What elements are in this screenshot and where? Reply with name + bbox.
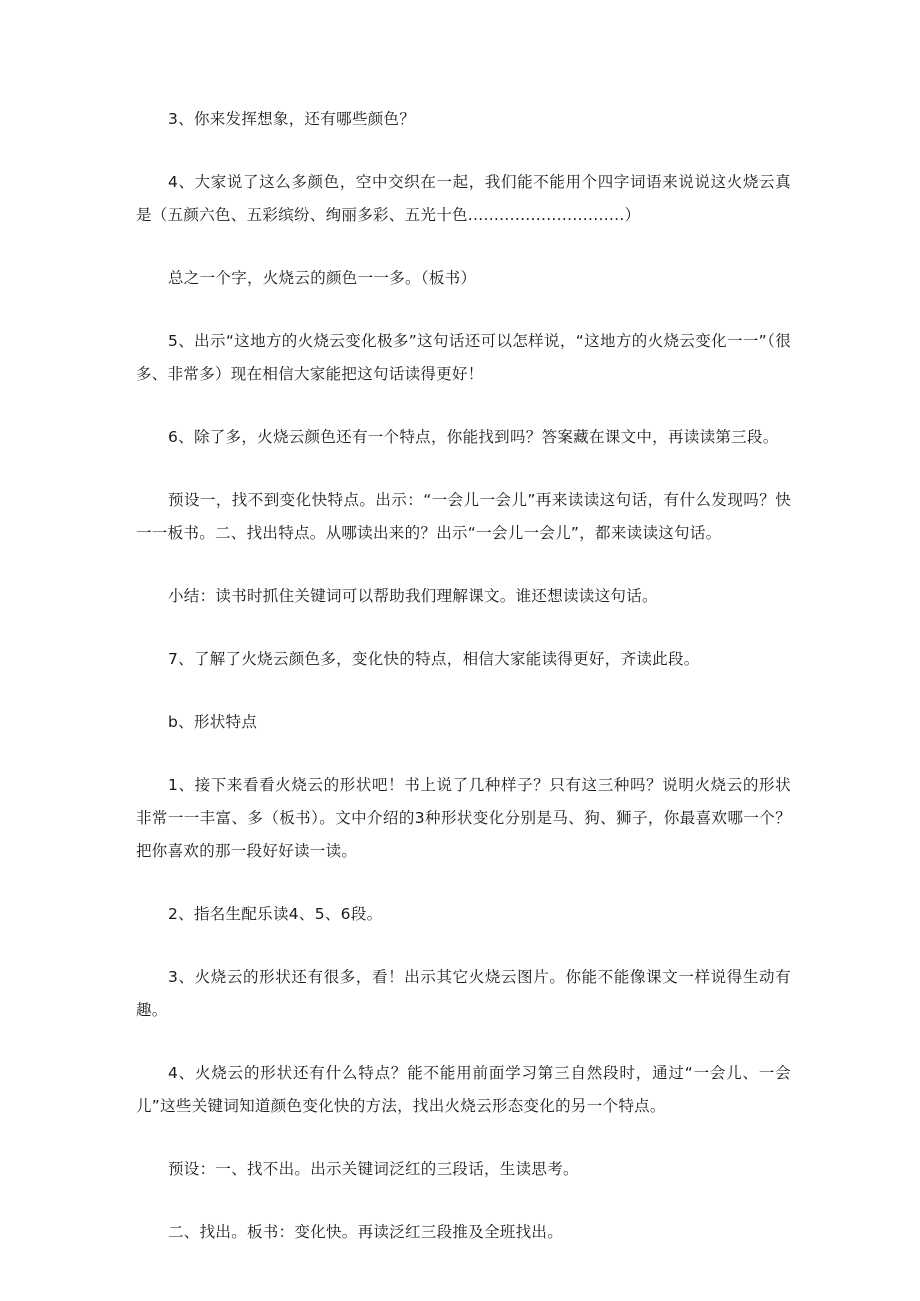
paragraph-more-shapes: 3、火烧云的形状还有很多，看！出示其它火烧云图片。你能不能像课文一样说得生动有趣。 [136,968,791,1019]
paragraph-short-summary: 小结：读书时抓住关键词可以帮助我们理解课文。谁还想读读这句话。 [168,587,658,605]
paragraph-four-char-words: 4、大家说了这么多颜色，空中交织在一起，我们能不能用个四字词语来说说这火烧云真是（五颜六色、五彩缤纷、绚丽多彩、五光十色..............................） [136,173,791,224]
document-body [136,103,791,1279]
paragraph-preset-not-found: 预设：一、找不出。出示关键词泛红的三段话，生读思考。 [168,1160,579,1178]
paragraph-shape-feature: 4、火烧云的形状还有什么特点？能不能用前面学习第三自然段时，通过“一会儿、一会儿”这些关键词知道颜色变化快的方法，找出火烧云形态变化的另一个特点。 [136,1064,791,1115]
paragraph-music-reading: 2、指名生配乐读4、5、6段。 [168,905,383,923]
paragraph-shapes-intro: 1、接下来看看火烧云的形状吧！书上说了几种样子？只有这三种吗？说明火烧云的形状非常一一丰富、多（板书）。文中介绍的3种形状变化分别是马、狗、狮子，你最喜欢哪一个？把你喜欢的那一段好好读一读。 [136,776,791,860]
paragraph-preset-one: 预设一，找不到变化快特点。出示：“一会儿一会儿”再来读读这句话，有什么发现吗？快一一板书。二、找出特点。从哪读出来的？出示“一会儿一会儿”，都来读读这句话。 [136,491,791,542]
paragraph-summary-many: 总之一个字，火烧云的颜色一一多。（板书） [168,269,477,287]
paragraph-another-feature: 6、除了多，火烧云颜色还有一个特点，你能找到吗？答案藏在课文中，再读读第三段。 [168,428,779,446]
paragraph-rephrase-sentence: 5、出示“这地方的火烧云变化极多”这句话还可以怎样说，“这地方的火烧云变化一一”（很多、非常多）现在相信大家能把这句话读得更好！ [136,332,791,383]
paragraph-read-together: 7、了解了火烧云颜色多，变化快的特点，相信大家能读得更好，齐读此段。 [168,650,700,668]
section-heading-shape: b、形状特点 [168,713,258,731]
paragraph-found: 二、找出。板书：变化快。再读泛红三段推及全班找出。 [168,1223,564,1241]
paragraph-color-imagination: 3、你来发挥想象，还有哪些颜色？ [168,110,416,128]
